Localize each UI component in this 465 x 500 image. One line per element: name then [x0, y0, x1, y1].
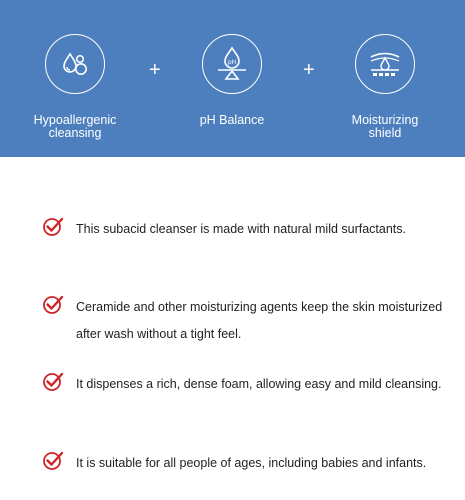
benefit-text: It is suitable for all people of ages, including babies and infants. — [76, 456, 427, 470]
feature-banner — [0, 0, 465, 157]
benefit-text: This subacid cleanser is made with natural mild surfactants. — [76, 222, 407, 236]
drops-icon — [45, 34, 105, 94]
benefit-text: Ceramide and other moisturizing agents keep the skin moisturized after wash without a tight feel. — [76, 300, 443, 341]
plus-separator: + — [303, 59, 315, 81]
feature-label: Hypoallergenic cleansing — [33, 113, 117, 140]
check-circle-icon — [43, 294, 65, 314]
ph-balance-icon — [202, 34, 262, 94]
feature-hypoallergenic — [15, 34, 135, 140]
feature-label: pH Balance — [199, 113, 265, 127]
feature-moisturizing-shield — [325, 34, 445, 140]
benefit-text: It dispenses a rich, dense foam, allowing easy and mild cleansing. — [76, 377, 442, 391]
check-circle-icon — [43, 371, 65, 391]
svg-text:pH: pH — [227, 59, 237, 66]
feature-ph-balance — [172, 34, 292, 127]
moisturizing-shield-icon — [355, 34, 415, 94]
check-circle-icon — [43, 450, 65, 470]
check-circle-icon — [43, 216, 65, 236]
plus-separator: + — [149, 59, 161, 81]
feature-label: Moisturizing shield — [351, 113, 419, 140]
